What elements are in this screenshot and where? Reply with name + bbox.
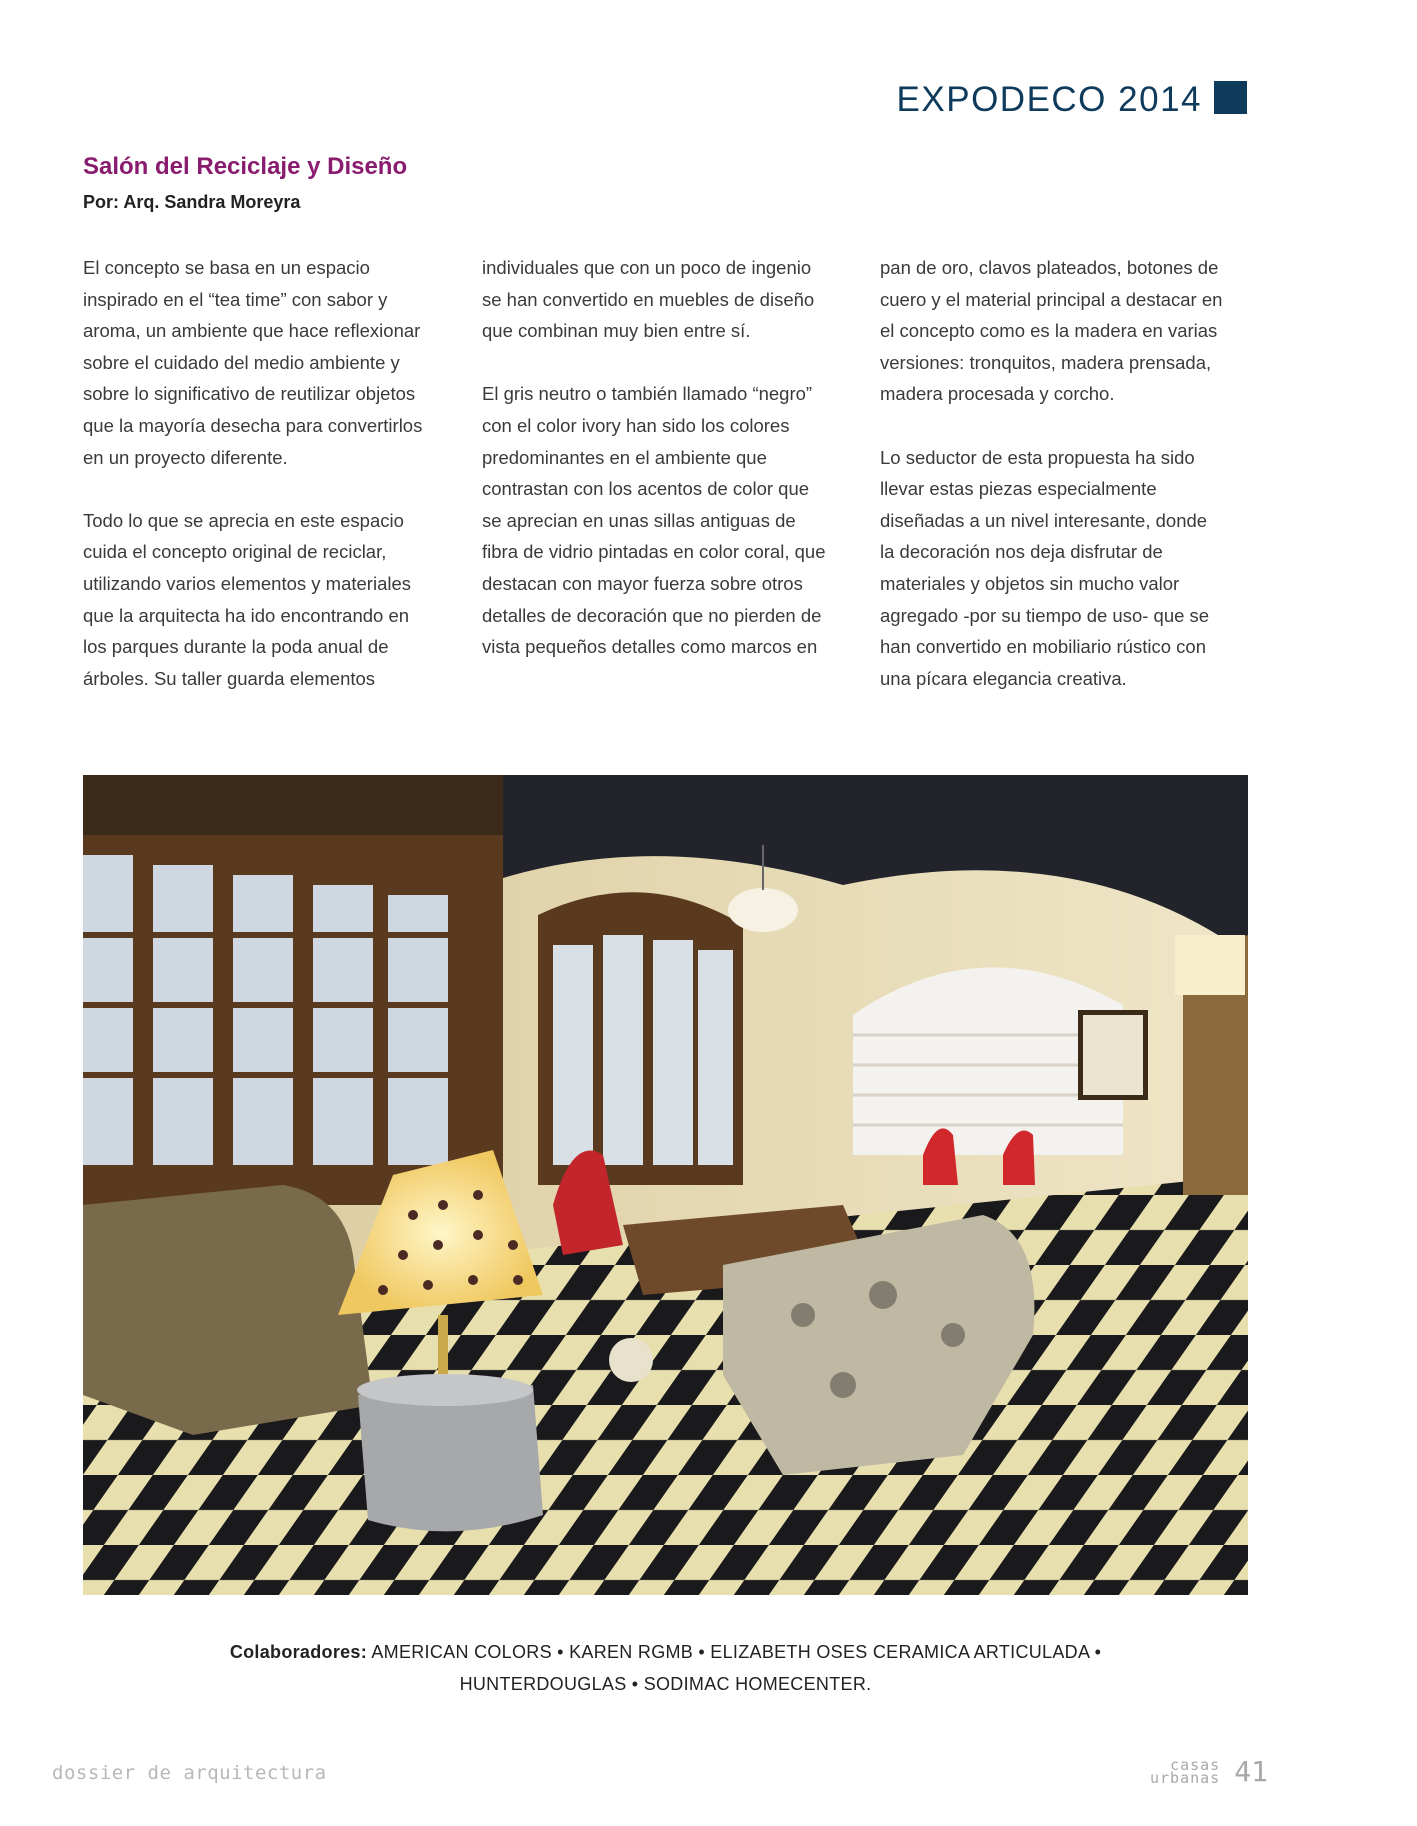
section-header xyxy=(897,80,1247,120)
paragraph: individuales que con un poco de ingenio se han convertido en muebles de diseño que combinan muy bien entre sí. xyxy=(482,257,815,342)
paragraph: Lo seductor de esta propuesta ha sido llevar estas piezas especialmente diseñadas a un nivel interesante, donde la decoración nos deja disfrutar de materiales y objetos sin mucho valor agregado -por su tiempo de uso- que se han convertido en mobiliario rústico con una pícara elegancia creativa. xyxy=(880,446,1210,689)
paragraph: pan de oro, clavos plateados, botones de cuero y el material principal a destacar en el concepto como es la madera en varias versiones: tronquitos, madera prensada, madera procesada y corcho. xyxy=(880,257,1223,405)
section-title: EXPODECO 2014 xyxy=(896,80,1202,119)
collaborators-credits xyxy=(83,1636,1248,1700)
text-column-3 xyxy=(880,252,1225,726)
paragraph: El concepto se basa en un espacio inspirado en el “tea time” con sabor y aroma, un ambiente que hace reflexionar sobre el cuidado del medio ambiente y sobre lo significativo de reutilizar objetos que la mayoría desecha para convertirlos en un proyecto diferente. xyxy=(83,257,423,468)
credits-line-1: AMERICAN COLORS • KAREN RGMB • ELIZABETH OSES CERAMICA ARTICULADA • xyxy=(367,1642,1102,1662)
section-marker xyxy=(1214,81,1247,114)
credits-line-2: HUNTERDOUGLAS • SODIMAC HOMECENTER. xyxy=(459,1674,872,1694)
text-column-2 xyxy=(482,252,827,694)
paragraph: El gris neutro o también llamado “negro” con el color ivory han sido los colores predominantes en el ambiente que contrastan con los acentos de color que se aprecian en unas sillas antiguas de fibra de vidrio pintadas en color coral, que destacan con mayor fuerza sobre otros detalles de decoración que no pierden de vista pequeños detalles como marcos en xyxy=(482,383,826,658)
text-column-1 xyxy=(83,252,428,726)
article-byline: Por: Arq. Sandra Moreyra xyxy=(83,192,301,212)
paragraph: Todo lo que se aprecia en este espacio cuida el concepto original de reciclar, utilizando varios elementos y materiales que la arquitecta ha ido encontrando en los parques durante la poda anual de árboles. Su taller guarda elementos xyxy=(83,509,412,689)
footer-brand xyxy=(1150,1755,1268,1788)
page-number: 41 xyxy=(1234,1755,1268,1788)
brand-bottom: urbanas xyxy=(1150,1768,1221,1787)
brand-logo xyxy=(1150,1755,1221,1787)
interior-photo xyxy=(83,775,1248,1595)
article-title: Salón del Reciclaje y Diseño xyxy=(83,153,408,180)
credits-label: Colaboradores: xyxy=(229,1642,368,1662)
brand-top: casas xyxy=(1170,1755,1221,1774)
footer-publication: dossier de arquitectura xyxy=(52,1762,327,1784)
